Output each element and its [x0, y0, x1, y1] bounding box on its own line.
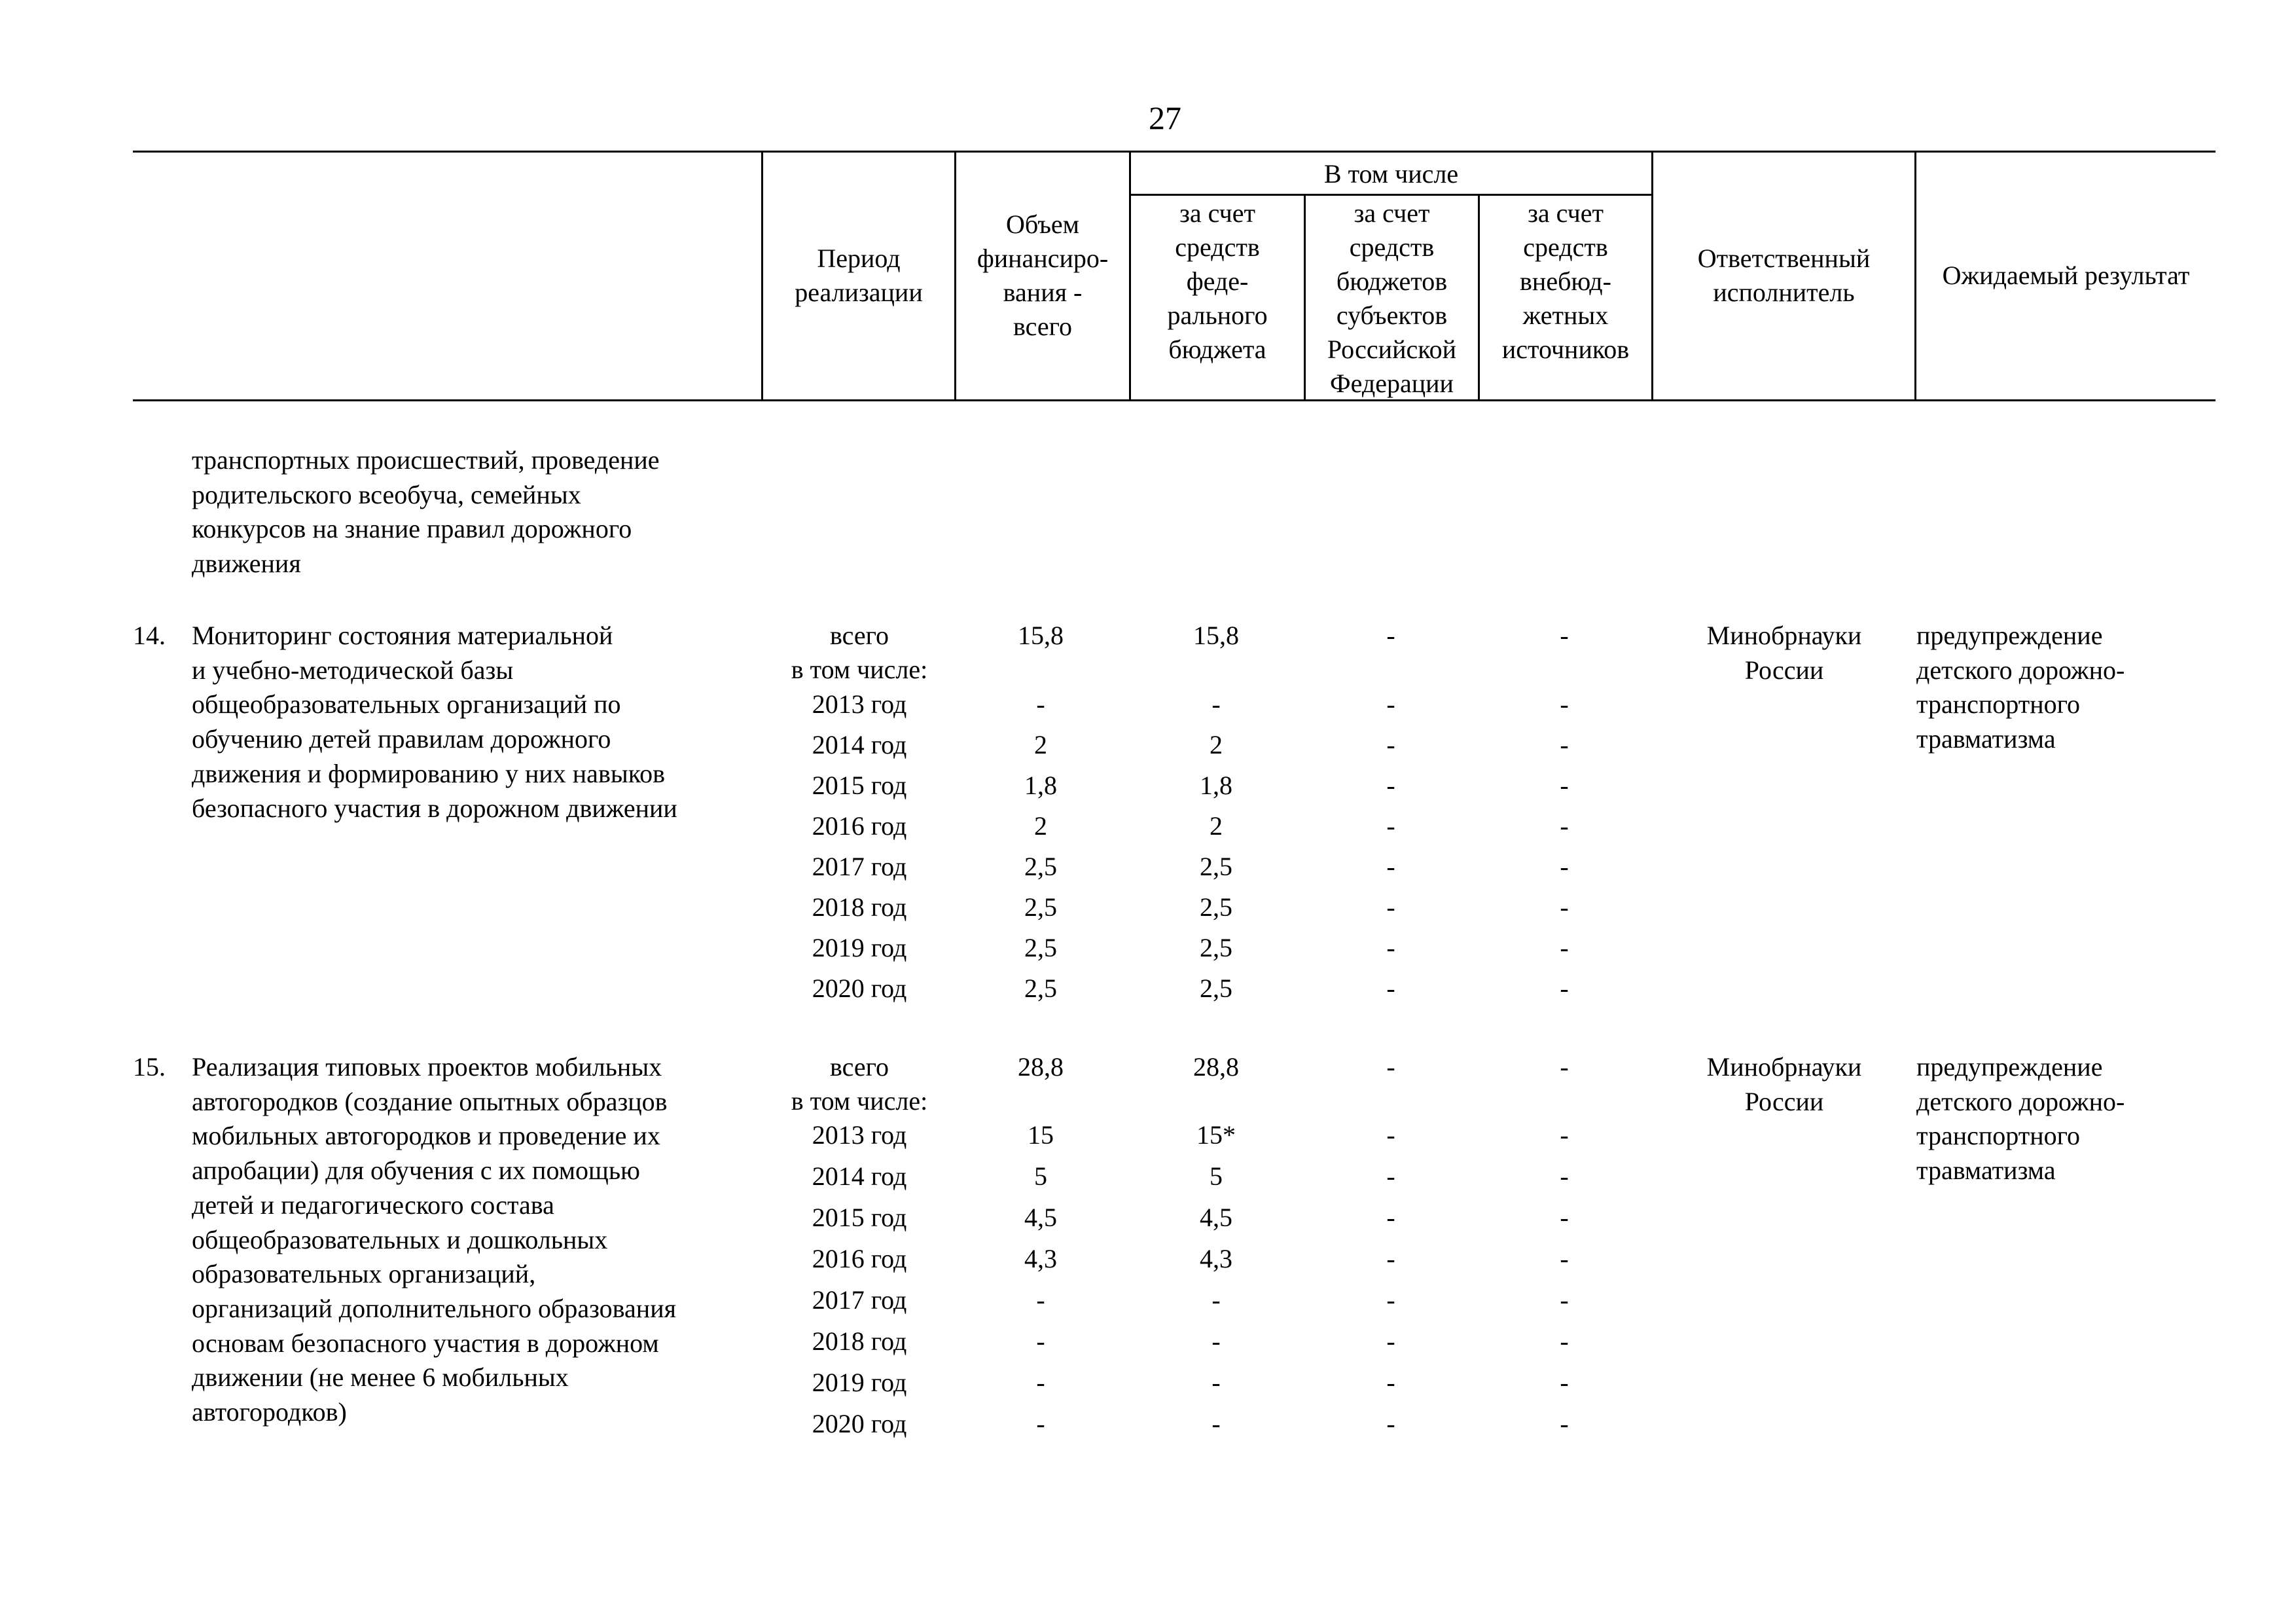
year-extra: - — [1560, 771, 1569, 800]
year-volume: 5 — [1034, 1161, 1047, 1191]
continuation-text: транспортных происшествий, проведение родительского всеобуча, семейных конкурсов на знание правил дорожного движения — [192, 445, 660, 579]
year-regional: - — [1386, 730, 1395, 759]
year-regional: - — [1386, 771, 1395, 800]
total-regional: - — [1386, 1052, 1395, 1082]
total-extra: - — [1560, 621, 1569, 650]
header-extrabudget: за счет средств внебюд- жетных источников — [1501, 198, 1630, 364]
year-label: 2020 год — [812, 974, 907, 1003]
year-label: 2019 год — [812, 933, 907, 962]
year-regional: - — [1386, 1161, 1395, 1191]
year-volume: - — [1036, 1326, 1045, 1356]
year-extra: - — [1560, 1285, 1569, 1315]
total-federal: 28,8 — [1193, 1052, 1239, 1082]
year-extra: - — [1560, 689, 1569, 719]
year-federal: 2,5 — [1200, 974, 1232, 1003]
year-label: 2016 год — [812, 811, 907, 841]
header-federal: за счет средств феде- рального бюджета — [1167, 198, 1268, 364]
year-label: 2016 год — [812, 1244, 907, 1273]
including-label: в том числе: — [791, 1086, 928, 1116]
year-federal: - — [1211, 689, 1221, 719]
year-federal: - — [1211, 1409, 1221, 1438]
year-extra: - — [1560, 1161, 1569, 1191]
item-result: предупреждение детского дорожно- транспортного травматизма — [1916, 621, 2125, 754]
year-volume: 2 — [1034, 811, 1047, 841]
year-volume: 2 — [1034, 730, 1047, 759]
year-volume: - — [1036, 1368, 1045, 1397]
year-extra: - — [1560, 1244, 1569, 1273]
header-result: Ожидаемый результат — [1942, 261, 2190, 290]
year-regional: - — [1386, 1244, 1395, 1273]
year-label: 2014 год — [812, 1161, 907, 1191]
year-regional: - — [1386, 933, 1395, 962]
including-divider — [1129, 194, 1651, 196]
year-extra: - — [1560, 852, 1569, 881]
item-description: Мониторинг состояния материальной и учебно-методической базы общеобразовательных организаций по обучению детей правилам дорожного движения и формированию у них навыков безопасного участия в дорожном движении — [192, 621, 677, 823]
year-regional: - — [1386, 974, 1395, 1003]
year-label: 2013 год — [812, 1120, 907, 1150]
year-regional: - — [1386, 1285, 1395, 1315]
year-label: 2020 год — [812, 1409, 907, 1438]
year-federal: - — [1211, 1326, 1221, 1356]
year-label: 2019 год — [812, 1368, 907, 1397]
total-regional: - — [1386, 621, 1395, 650]
year-regional: - — [1386, 1120, 1395, 1150]
item-number: 14. — [133, 621, 166, 650]
year-label: 2015 год — [812, 1203, 907, 1232]
year-federal: 4,3 — [1200, 1244, 1232, 1273]
year-volume: 1,8 — [1024, 771, 1057, 800]
year-federal: 2,5 — [1200, 933, 1232, 962]
year-federal: - — [1211, 1368, 1221, 1397]
item-result: предупреждение детского дорожно- транспортного травматизма — [1916, 1052, 2125, 1186]
item-number: 15. — [133, 1052, 166, 1082]
year-regional: - — [1386, 852, 1395, 881]
year-extra: - — [1560, 811, 1569, 841]
year-federal: 2,5 — [1200, 892, 1232, 922]
year-extra: - — [1560, 1203, 1569, 1232]
year-volume: 4,5 — [1024, 1203, 1057, 1232]
year-regional: - — [1386, 1409, 1395, 1438]
year-regional: - — [1386, 1326, 1395, 1356]
year-regional: - — [1386, 892, 1395, 922]
item-executor: Минобрнауки России — [1706, 1052, 1862, 1116]
year-volume: - — [1036, 1409, 1045, 1438]
year-extra: - — [1560, 730, 1569, 759]
header-regional: за счет средств бюджетов субъектов Российской Федерации — [1327, 198, 1457, 398]
year-regional: - — [1386, 1203, 1395, 1232]
year-label: 2015 год — [812, 771, 907, 800]
year-extra: - — [1560, 1120, 1569, 1150]
year-regional: - — [1386, 811, 1395, 841]
year-extra: - — [1560, 933, 1569, 962]
year-volume: 2,5 — [1024, 974, 1057, 1003]
total-label: всего — [829, 621, 889, 650]
year-federal: 1,8 — [1200, 771, 1232, 800]
total-volume: 15,8 — [1018, 621, 1064, 650]
year-federal: 4,5 — [1200, 1203, 1232, 1232]
header-executor: Ответственный исполнитель — [1697, 244, 1871, 307]
year-federal: - — [1211, 1285, 1221, 1315]
year-label: 2017 год — [812, 852, 907, 881]
year-volume: 4,3 — [1024, 1244, 1057, 1273]
year-extra: - — [1560, 974, 1569, 1003]
year-volume: 2,5 — [1024, 852, 1057, 881]
year-extra: - — [1560, 892, 1569, 922]
year-extra: - — [1560, 1409, 1569, 1438]
year-federal: 5 — [1210, 1161, 1223, 1191]
item-description: Реализация типовых проектов мобильных автогородков (создание опытных образцов мобильных автогородков и проведение их апробации) для обучения с их помощью детей и педагогического состава общеобразовательных и дошкольных образовательных организаций, организаций дополнительного образования основам безопасного участия в дорожном движении (не менее 6 мобильных автогородков) — [192, 1052, 676, 1427]
year-extra: - — [1560, 1368, 1569, 1397]
item-executor: Минобрнауки России — [1706, 621, 1862, 685]
including-label: в том числе: — [791, 655, 928, 684]
header-including: В том числе — [1323, 159, 1459, 189]
header-bottom-border — [133, 399, 2215, 401]
page-number: 27 — [1149, 100, 1181, 136]
header-period: Период реализации — [795, 244, 923, 307]
total-federal: 15,8 — [1193, 621, 1239, 650]
year-volume: - — [1036, 1285, 1045, 1315]
year-volume: 2,5 — [1024, 892, 1057, 922]
year-label: 2018 год — [812, 1326, 907, 1356]
year-regional: - — [1386, 1368, 1395, 1397]
header-volume: Объем финансиро- вания - всего — [977, 210, 1109, 341]
year-federal: 2 — [1210, 811, 1223, 841]
year-federal: 2,5 — [1200, 852, 1232, 881]
total-volume: 28,8 — [1018, 1052, 1064, 1082]
year-regional: - — [1386, 689, 1395, 719]
year-label: 2018 год — [812, 892, 907, 922]
total-extra: - — [1560, 1052, 1569, 1082]
year-volume: - — [1036, 689, 1045, 719]
year-extra: - — [1560, 1326, 1569, 1356]
year-volume: 2,5 — [1024, 933, 1057, 962]
year-label: 2014 год — [812, 730, 907, 759]
year-volume: 15 — [1028, 1120, 1054, 1150]
year-label: 2013 год — [812, 689, 907, 719]
year-label: 2017 год — [812, 1285, 907, 1315]
year-federal: 2 — [1210, 730, 1223, 759]
year-federal: 15* — [1196, 1120, 1236, 1150]
total-label: всего — [829, 1052, 889, 1082]
